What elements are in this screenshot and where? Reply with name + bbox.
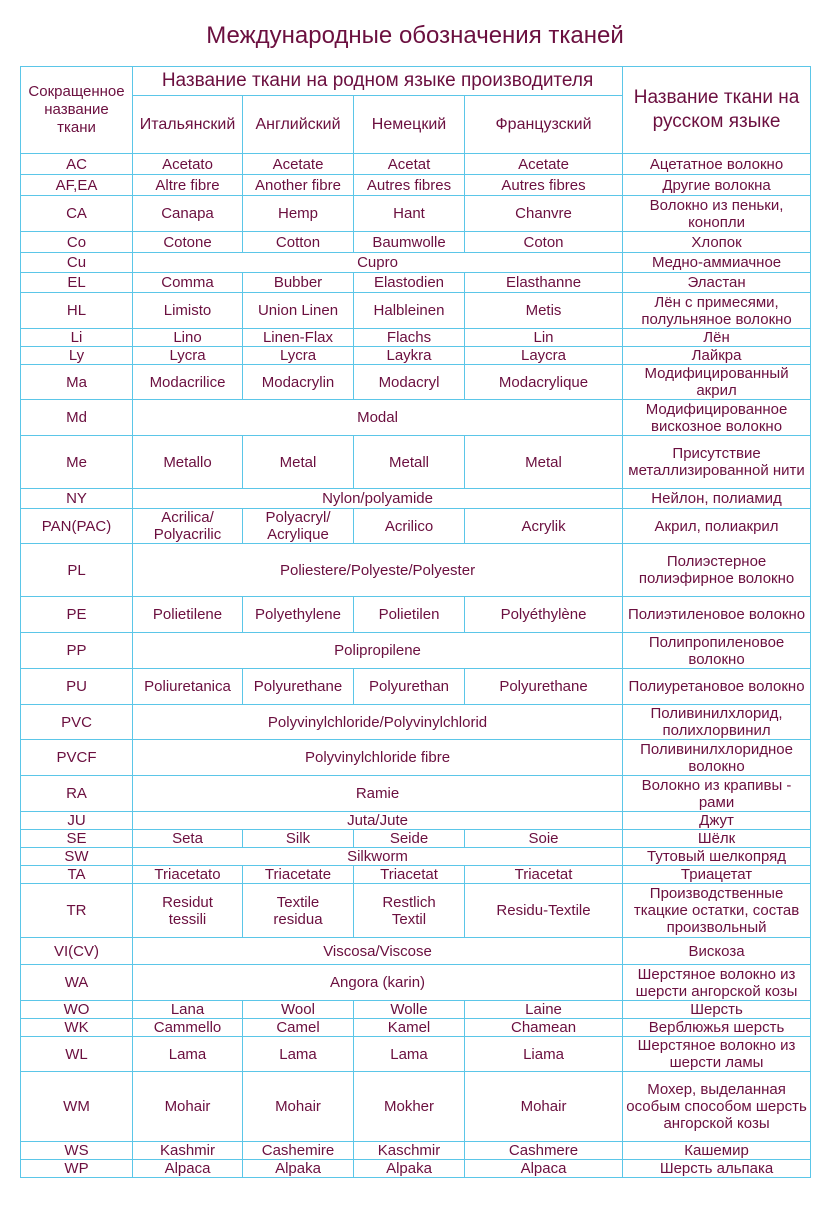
french-cell: Alpaca [465,1160,623,1178]
english-cell: Textile residua [243,884,354,938]
russian-name-cell: Ацетатное волокно [623,154,811,175]
abbr-cell: WO [21,1001,133,1019]
common-name-cell: Modal [133,400,623,436]
english-cell: Polyethylene [243,597,354,633]
french-cell: Laine [465,1001,623,1019]
french-cell: Chanvre [465,196,623,232]
russian-name-cell: Шерсть альпака [623,1160,811,1178]
table-row [21,740,811,776]
table-row [21,329,811,347]
german-cell: Hant [354,196,465,232]
abbr-cell: PVCF [21,740,133,776]
abbr-cell: PVC [21,705,133,740]
header-row-1 [21,67,811,96]
english-cell: Lama [243,1037,354,1072]
german-cell: Flachs [354,329,465,347]
french-cell: Metis [465,293,623,329]
italian-cell: Cammello [133,1019,243,1037]
russian-name-cell: Лён с примесями, полульняное волокно [623,293,811,329]
english-cell: Alpaka [243,1160,354,1178]
english-cell: Polyurethane [243,669,354,705]
french-cell: Triacetat [465,866,623,884]
abbr-cell: TR [21,884,133,938]
table-row [21,273,811,293]
russian-name-cell: Шерстяное волокно из шерсти ангорской козы [623,965,811,1001]
german-cell: Lama [354,1037,465,1072]
russian-name-cell: Хлопок [623,232,811,253]
table-row [21,1160,811,1178]
table-row [21,669,811,705]
table-row [21,1142,811,1160]
abbr-cell: Me [21,436,133,489]
german-cell: Alpaka [354,1160,465,1178]
german-cell: Triacetat [354,866,465,884]
abbr-cell: WA [21,965,133,1001]
english-cell: Triacetate [243,866,354,884]
german-cell: Restlich Textil [354,884,465,938]
russian-name-cell: Полиуретановое волокно [623,669,811,705]
french-cell: Metal [465,436,623,489]
russian-name-cell: Медно-аммиачное [623,253,811,273]
russian-name-cell: Модифицированное вискозное волокно [623,400,811,436]
russian-name-cell: Верблюжья шерсть [623,1019,811,1037]
english-cell: Union Linen [243,293,354,329]
russian-name-cell: Нейлон, полиамид [623,489,811,509]
table-row [21,544,811,597]
german-cell: Mokher [354,1072,465,1142]
french-cell: Polyurethane [465,669,623,705]
german-cell: Acrilico [354,509,465,544]
table-row [21,400,811,436]
german-cell: Baumwolle [354,232,465,253]
german-cell: Laykra [354,347,465,365]
italian-cell: Limisto [133,293,243,329]
german-cell: Polietilen [354,597,465,633]
common-name-cell: Poliestere/Polyeste/Polyester [133,544,623,597]
russian-name-cell: Производственные ткацкие остатки, состав произвольный [623,884,811,938]
russian-name-cell: Поливинилхлоридное волокно [623,740,811,776]
abbr-cell: VI(CV) [21,938,133,965]
russian-name-cell: Волокно из крапивы - рами [623,776,811,812]
german-cell: Seide [354,830,465,848]
abbr-cell: TA [21,866,133,884]
page-title: Международные обозначения тканей [206,22,624,49]
table-row [21,509,811,544]
table-row [21,705,811,740]
english-cell: Another fibre [243,175,354,196]
header-native-name: Название ткани на родном языке производителя [133,67,623,96]
italian-cell: Poliuretanica [133,669,243,705]
table-row [21,866,811,884]
english-cell: Linen-Flax [243,329,354,347]
english-cell: Silk [243,830,354,848]
german-cell: Halbleinen [354,293,465,329]
common-name-cell: Juta/Jute [133,812,623,830]
common-name-cell: Cupro [133,253,623,273]
table-row [21,938,811,965]
english-cell: Mohair [243,1072,354,1142]
abbr-cell: JU [21,812,133,830]
french-cell: Cashmere [465,1142,623,1160]
abbr-cell: Li [21,329,133,347]
common-name-cell: Ramie [133,776,623,812]
table-row [21,965,811,1001]
french-cell: Lin [465,329,623,347]
common-name-cell: Angora (karin) [133,965,623,1001]
italian-cell: Lino [133,329,243,347]
italian-cell: Seta [133,830,243,848]
abbr-cell: Ma [21,365,133,400]
french-cell: Coton [465,232,623,253]
abbr-cell: SE [21,830,133,848]
table-row [21,884,811,938]
italian-cell: Acetato [133,154,243,175]
abbr-cell: PE [21,597,133,633]
english-cell: Hemp [243,196,354,232]
italian-cell: Altre fibre [133,175,243,196]
english-cell: Modacrylin [243,365,354,400]
french-cell: Modacrylique [465,365,623,400]
french-cell: Liama [465,1037,623,1072]
table-row [21,232,811,253]
russian-name-cell: Поливинилхлорид, полихлорвинил [623,705,811,740]
english-cell: Acetate [243,154,354,175]
italian-cell: Lama [133,1037,243,1072]
abbr-cell: AF,EA [21,175,133,196]
common-name-cell: Viscosa/Viscose [133,938,623,965]
abbr-cell: WS [21,1142,133,1160]
table-row [21,489,811,509]
italian-cell: Acrilica/ Polyacrilic [133,509,243,544]
table-row [21,293,811,329]
abbr-cell: EL [21,273,133,293]
russian-name-cell: Полипропиленовое волокно [623,633,811,669]
italian-cell: Comma [133,273,243,293]
french-cell: Residu-Textile [465,884,623,938]
french-cell: Mohair [465,1072,623,1142]
table-row [21,597,811,633]
table-body [21,154,811,1178]
russian-name-cell: Шерсть [623,1001,811,1019]
english-cell: Metal [243,436,354,489]
abbr-cell: PL [21,544,133,597]
russian-name-cell: Эластан [623,273,811,293]
italian-cell: Kashmir [133,1142,243,1160]
abbr-cell: PU [21,669,133,705]
russian-name-cell: Акрил, полиакрил [623,509,811,544]
russian-name-cell: Шёлк [623,830,811,848]
abbr-cell: AC [21,154,133,175]
italian-cell: Modacrilice [133,365,243,400]
italian-cell: Residut tessili [133,884,243,938]
abbr-cell: WP [21,1160,133,1178]
english-cell: Wool [243,1001,354,1019]
french-cell: Laycra [465,347,623,365]
abbr-cell: Co [21,232,133,253]
russian-name-cell: Джут [623,812,811,830]
common-name-cell: Polyvinylchloride fibre [133,740,623,776]
header-russian-name: Название ткани на русском языке [623,67,811,154]
abbr-cell: WL [21,1037,133,1072]
italian-cell: Alpaca [133,1160,243,1178]
german-cell: Elastodien [354,273,465,293]
german-cell: Kamel [354,1019,465,1037]
table-row [21,812,811,830]
russian-name-cell: Полиэтиленовое волокно [623,597,811,633]
abbr-cell: WK [21,1019,133,1037]
table-row [21,1019,811,1037]
table-row [21,776,811,812]
table-row [21,830,811,848]
italian-cell: Lycra [133,347,243,365]
french-cell: Elasthanne [465,273,623,293]
russian-name-cell: Лайкра [623,347,811,365]
table-row [21,1001,811,1019]
abbr-cell: NY [21,489,133,509]
italian-cell: Polietilene [133,597,243,633]
table-row [21,365,811,400]
italian-cell: Cotone [133,232,243,253]
abbr-cell: SW [21,848,133,866]
header-french: Французский [465,96,623,154]
english-cell: Cotton [243,232,354,253]
common-name-cell: Polipropilene [133,633,623,669]
russian-name-cell: Лён [623,329,811,347]
table-row [21,1072,811,1142]
german-cell: Wolle [354,1001,465,1019]
abbr-cell: Cu [21,253,133,273]
abbr-cell: PAN(PAC) [21,509,133,544]
abbr-cell: CA [21,196,133,232]
russian-name-cell: Кашемир [623,1142,811,1160]
german-cell: Acetat [354,154,465,175]
table-row [21,196,811,232]
russian-name-cell: Полиэстерное полиэфирное волокно [623,544,811,597]
french-cell: Acrylik [465,509,623,544]
german-cell: Metall [354,436,465,489]
table-row [21,848,811,866]
header-german: Немецкий [354,96,465,154]
table-row [21,436,811,489]
german-cell: Polyurethan [354,669,465,705]
english-cell: Polyacryl/ Acrylique [243,509,354,544]
abbr-cell: PP [21,633,133,669]
english-cell: Camel [243,1019,354,1037]
french-cell: Autres fibres [465,175,623,196]
header-english: Английский [243,96,354,154]
fabric-designations-table [20,66,811,1178]
english-cell: Bubber [243,273,354,293]
common-name-cell: Polyvinylchloride/Polyvinylchlorid [133,705,623,740]
table-row [21,633,811,669]
table-row [21,1037,811,1072]
russian-name-cell: Триацетат [623,866,811,884]
russian-name-cell: Шерстяное волокно из шерсти ламы [623,1037,811,1072]
italian-cell: Mohair [133,1072,243,1142]
russian-name-cell: Другие волокна [623,175,811,196]
russian-name-cell: Модифицированный акрил [623,365,811,400]
abbr-cell: Md [21,400,133,436]
header-abbr: Сокращенное название ткани [21,67,133,154]
table-row [21,154,811,175]
italian-cell: Canapa [133,196,243,232]
russian-name-cell: Мохер, выделанная особым способом шерсть ангорской козы [623,1072,811,1142]
common-name-cell: Silkworm [133,848,623,866]
russian-name-cell: Вискоза [623,938,811,965]
abbr-cell: Ly [21,347,133,365]
french-cell: Soie [465,830,623,848]
german-cell: Autres fibres [354,175,465,196]
russian-name-cell: Волокно из пеньки, конопли [623,196,811,232]
italian-cell: Triacetato [133,866,243,884]
russian-name-cell: Присутствие металлизированной нити [623,436,811,489]
table-row [21,253,811,273]
table-row [21,347,811,365]
english-cell: Lycra [243,347,354,365]
table-row [21,175,811,196]
common-name-cell: Nylon/polyamide [133,489,623,509]
french-cell: Acetate [465,154,623,175]
german-cell: Kaschmir [354,1142,465,1160]
header-italian: Итальянский [133,96,243,154]
italian-cell: Lana [133,1001,243,1019]
abbr-cell: HL [21,293,133,329]
abbr-cell: RA [21,776,133,812]
french-cell: Chamean [465,1019,623,1037]
russian-name-cell: Тутовый шелкопряд [623,848,811,866]
abbr-cell: WM [21,1072,133,1142]
english-cell: Cashemire [243,1142,354,1160]
german-cell: Modacryl [354,365,465,400]
french-cell: Polyéthylène [465,597,623,633]
italian-cell: Metallo [133,436,243,489]
